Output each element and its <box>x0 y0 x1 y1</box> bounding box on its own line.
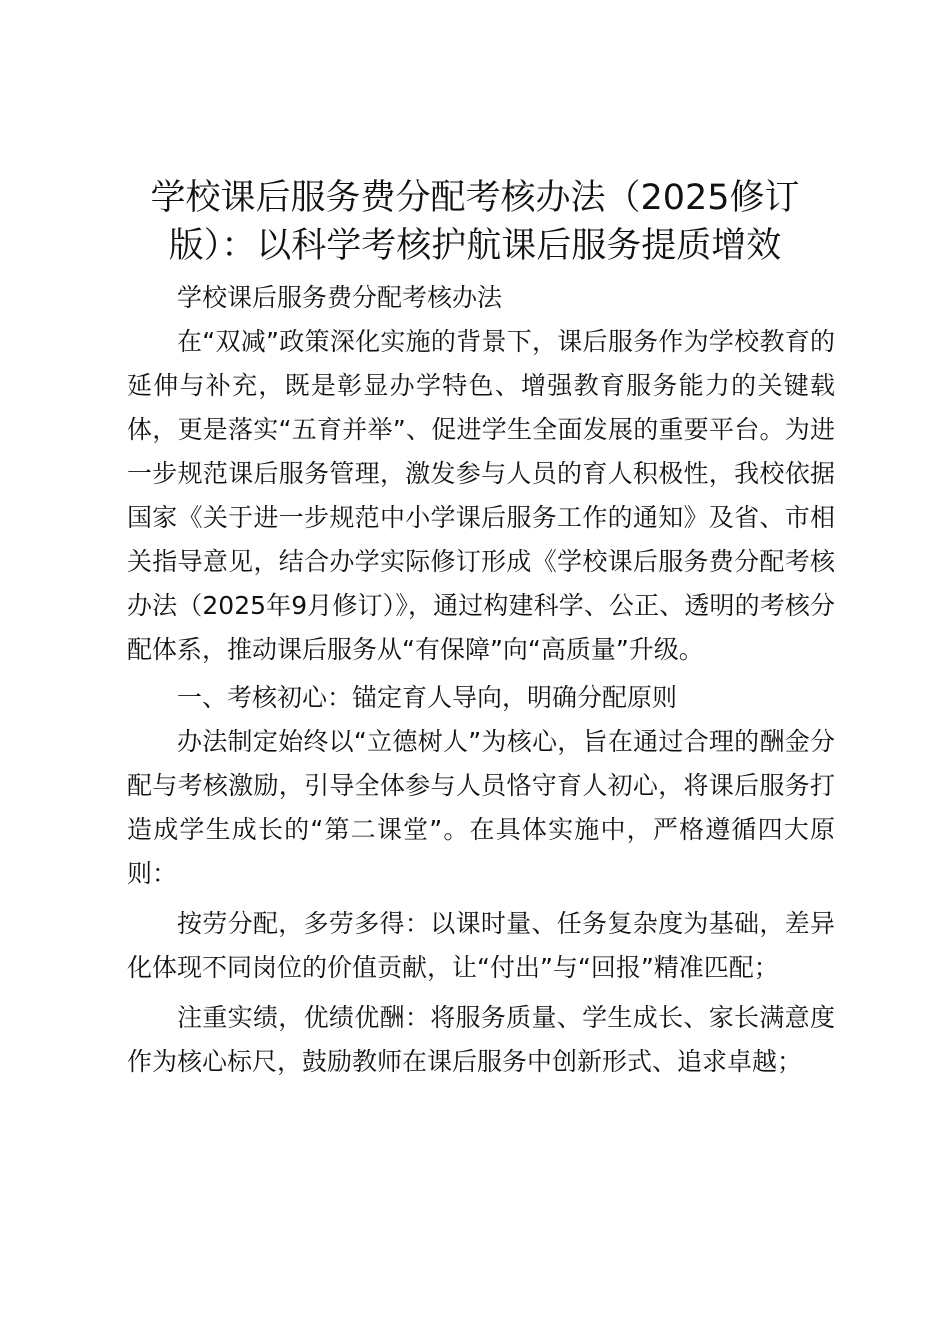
document-body <box>127 276 835 1084</box>
body-paragraph-principles: 办法制定始终以“立德树人”为核心，旨在通过合理的酬金分配与考核激励，引导全体参与人员恪守育人初心，将课后服务打造成学生成长的“第二课堂”。在具体实施中，严格遵循四大原则： <box>127 727 835 888</box>
principle-item-2: 注重实绩，优绩优酬：将服务质量、学生成长、家长满意度作为核心标尺，鼓励教师在课后服务中创新形式、追求卓越； <box>127 1003 835 1076</box>
body-paragraph-intro: 在“双减”政策深化实施的背景下，课后服务作为学校教育的延伸与补充，既是彰显办学特色、增强教育服务能力的关键载体，更是落实“五育并举”、促进学生全面发展的重要平台。为进一步规范课后服务管理，激发参与人员的育人积极性，我校依据国家《关于进一步规范中小学课后服务工作的通知》及省、市相关指导意见，结合办学实际修订形成《学校课后服务费分配考核办法（2025年9月修订）》，通过构建科学、公正、透明的考核分配体系，推动课后服务从“有保障”向“高质量”升级。 <box>127 327 835 664</box>
section-heading-1: 一、考核初心：锚定育人导向，明确分配原则 <box>177 683 678 712</box>
document-title: 学校课后服务费分配考核办法（2025修订版）：以科学考核护航课后服务提质增效 <box>150 178 800 266</box>
principle-item-1: 按劳分配，多劳多得：以课时量、任务复杂度为基础，差异化体现不同岗位的价值贡献，让“付出”与“回报”精准匹配； <box>127 909 835 982</box>
document-subtitle: 学校课后服务费分配考核办法 <box>177 283 503 312</box>
